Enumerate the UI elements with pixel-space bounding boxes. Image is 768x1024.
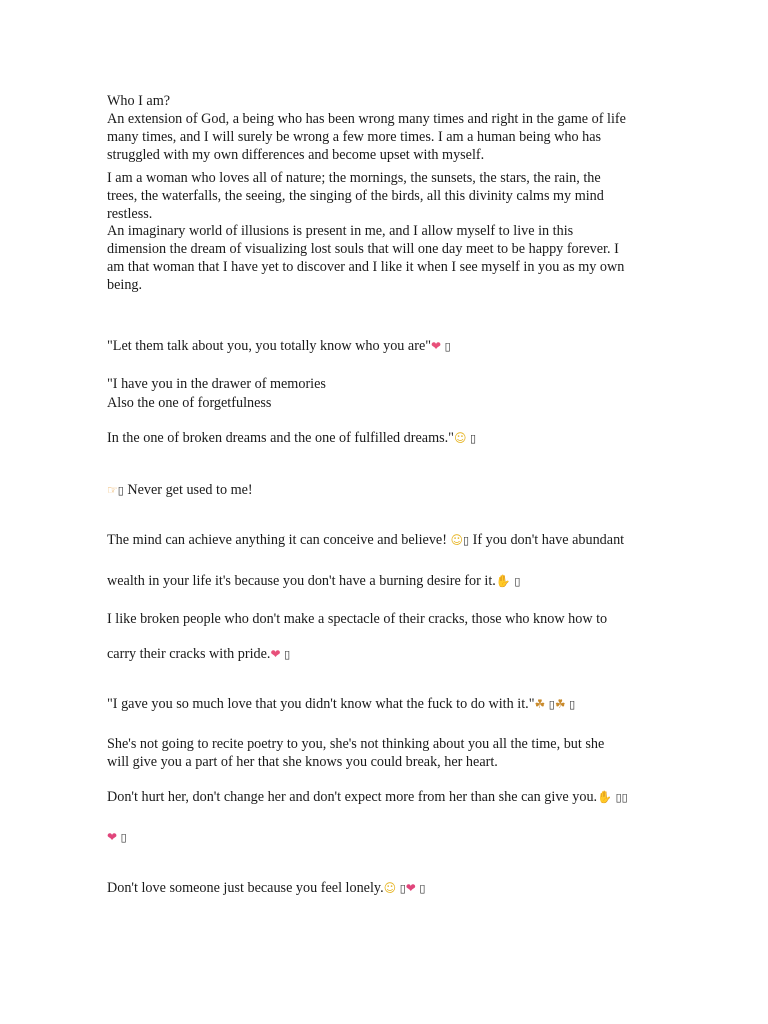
quote-text: Never get used to me!: [123, 482, 253, 498]
quote-text: wealth in your life it's because you don't have a burning desire for it.: [107, 573, 496, 589]
quote-line: [107, 828, 127, 847]
missing-glyph-icon: ▯: [444, 340, 451, 353]
heart-icon: ❤: [431, 339, 442, 353]
text-line: being.: [107, 277, 143, 293]
smile-icon: ☺: [453, 431, 467, 445]
text-line: I am a woman who loves all of nature; the mornings, the sunsets, the stars, the rain, the: [107, 170, 601, 186]
quote-text: "I gave you so much love that you didn't know what the fuck to do with it.": [107, 696, 535, 712]
ok-hand-icon: ✋: [597, 790, 613, 804]
quote-line: She's not going to recite poetry to you, she's not thinking about you all the time, but she: [107, 736, 605, 752]
quote-line: [107, 645, 290, 664]
missing-glyph-icon: ▯: [548, 698, 555, 711]
text-line: Who I am?: [107, 93, 171, 109]
text-line: trees, the waterfalls, the seeing, the singing of the birds, all this divinity calms my mind: [107, 188, 604, 204]
quote-line: [107, 788, 628, 807]
missing-glyph-icon: ▯: [470, 432, 477, 445]
quote-text: carry their cracks with pride.: [107, 646, 271, 662]
missing-glyph-icon: ▯: [615, 791, 622, 804]
missing-glyph-icon: ▯: [284, 648, 291, 661]
leaf-icon: ☘: [554, 697, 566, 711]
flower-icon: ☘: [534, 697, 546, 711]
text-line: dimension the dream of visualizing lost souls that will one day meet to be happy forever. I: [107, 241, 619, 257]
missing-glyph-icon: ▯: [621, 791, 628, 804]
missing-glyph-icon: ▯: [463, 534, 470, 547]
quote-text: "Let them talk about you, you totally know who you are": [107, 338, 432, 354]
heart-icon: ❤: [270, 647, 281, 661]
quote-text: In the one of broken dreams and the one of fulfilled dreams.": [107, 430, 454, 446]
text-line: am that woman that I have yet to discover and I like it when I see myself in you as my own: [107, 259, 625, 275]
text-line: An extension of God, a being who has been wrong many times and right in the game of life: [107, 111, 626, 127]
quote-line: [107, 337, 451, 356]
pointing-hand-icon: ☞: [107, 483, 118, 497]
quote-line: [107, 695, 575, 714]
text-line: many times, and I will surely be wrong a few more times. I am a human being who has: [107, 129, 602, 145]
quote-text: If you don't have abundant: [469, 532, 625, 548]
quote-line: Also the one of forgetfulness: [107, 395, 272, 411]
smile-icon: ☺: [383, 881, 397, 895]
missing-glyph-icon: ▯: [117, 484, 124, 497]
quote-text: The mind can achieve anything it can conceive and believe!: [107, 532, 451, 548]
kiss-icon: ❤: [107, 830, 118, 844]
quote-line: "I have you in the drawer of memories: [107, 376, 326, 392]
ok-hand-icon: ✋: [495, 574, 511, 588]
quote-text: Don't hurt her, don't change her and don't expect more from her than she can give you.: [107, 789, 598, 805]
quote-line: [107, 531, 624, 550]
text-line: struggled with my own differences and become upset with myself.: [107, 147, 485, 163]
quote-line: will give you a part of her that she knows you could break, her heart.: [107, 754, 498, 770]
missing-glyph-icon: ▯: [569, 698, 576, 711]
quote-line: [107, 429, 476, 448]
kiss-icon: ❤: [405, 881, 416, 895]
text-line: An imaginary world of illusions is present in me, and I allow myself to live in this: [107, 223, 574, 239]
missing-glyph-icon: ▯: [120, 831, 127, 844]
quote-line: [107, 572, 520, 591]
missing-glyph-icon: ▯: [419, 882, 426, 895]
quote-text: Don't love someone just because you feel lonely.: [107, 880, 384, 896]
quote-line: [107, 879, 425, 898]
text-line: restless.: [107, 206, 153, 222]
missing-glyph-icon: ▯: [399, 882, 406, 895]
quote-line: [107, 481, 253, 500]
missing-glyph-icon: ▯: [514, 575, 521, 588]
smirk-icon: ☺: [450, 533, 464, 547]
quote-line: I like broken people who don't make a spectacle of their cracks, those who know how to: [107, 611, 608, 627]
